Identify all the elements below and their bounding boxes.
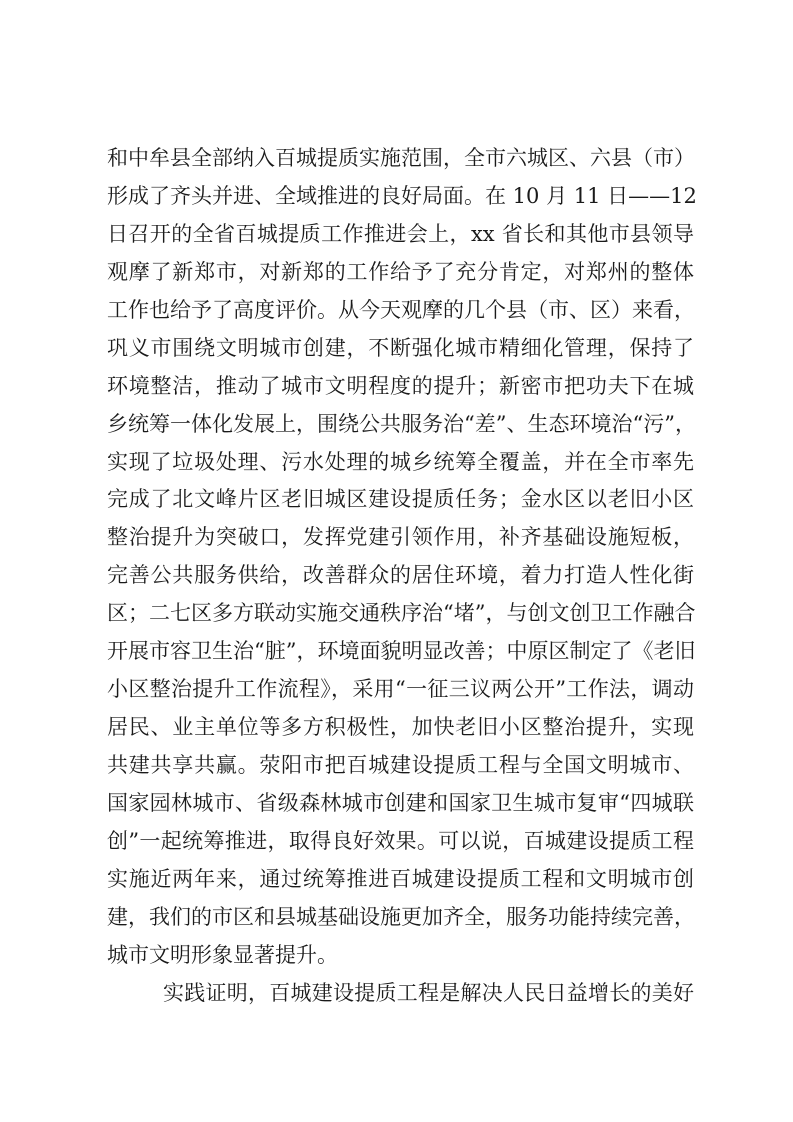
- document-body: [107, 140, 697, 1013]
- text-line: 小区整治提升工作流程》，采用“一征三议两公开”工作法，调动: [107, 677, 694, 702]
- text-line: 形成了齐头并进、全域推进的良好局面。在 10 月 11 日——12: [107, 183, 697, 208]
- text-line: 观摩了新郑市，对新郑的工作给予了充分肯定，对郑州的整体: [107, 259, 694, 284]
- paragraph-end-line: 城市文明形象显著提升。: [107, 942, 338, 967]
- text-line: 实现了垃圾处理、污水处理的城乡统筹全覆盖，并在全市率先: [107, 449, 694, 474]
- text-line: 完成了北文峰片区老旧城区建设提质任务；金水区以老旧小区: [107, 487, 694, 512]
- text-line: 完善公共服务供给，改善群众的居住环境，着力打造人性化街: [107, 563, 694, 588]
- text-line: 工作也给予了高度评价。从今天观摩的几个县（市、区）来看，: [107, 297, 695, 322]
- text-line: 开展市容卫生治“脏”，环境面貌明显改善；中原区制定了《老旧: [107, 639, 696, 664]
- text-line: 和中牟县全部纳入百城提质实施范围，全市六城区、六县（市）: [107, 146, 695, 170]
- paragraph-start-line: 实践证明，百城建设提质工程是解决人民日益增长的美好: [163, 980, 694, 1005]
- text-line: 巩义市围绕文明城市创建，不断强化城市精细化管理，保持了: [107, 335, 694, 360]
- text-line: 区；二七区多方联动实施交通秩序治“堵”，与创文创卫工作融合: [107, 601, 696, 626]
- text-line: 日召开的全省百城提质工作推进会上，xx 省长和其他市县领导: [107, 221, 694, 246]
- text-line: 创”一起统筹推进，取得良好效果。可以说，百城建设提质工程: [107, 828, 694, 853]
- text-line: 整治提升为突破口，发挥党建引领作用，补齐基础设施短板，: [107, 525, 694, 550]
- text-line: 建，我们的市区和县城基础设施更加齐全，服务功能持续完善，: [107, 904, 695, 929]
- text-line: 国家园林城市、省级森林城市创建和国家卫生城市复审“四城联: [107, 790, 694, 815]
- text-line: 乡统筹一体化发展上，围绕公共服务治“差”、生态环境治“污”，: [107, 411, 696, 436]
- text-line: 共建共享共赢。荥阳市把百城建设提质工程与全国文明城市、: [107, 753, 694, 777]
- text-line: 环境整洁，推动了城市文明程度的提升；新密市把功夫下在城: [107, 373, 694, 398]
- text-line: 实施近两年来，通过统筹推进百城建设提质工程和文明城市创: [107, 866, 694, 891]
- text-line: 居民、业主单位等多方积极性，加快老旧小区整治提升，实现: [107, 715, 694, 740]
